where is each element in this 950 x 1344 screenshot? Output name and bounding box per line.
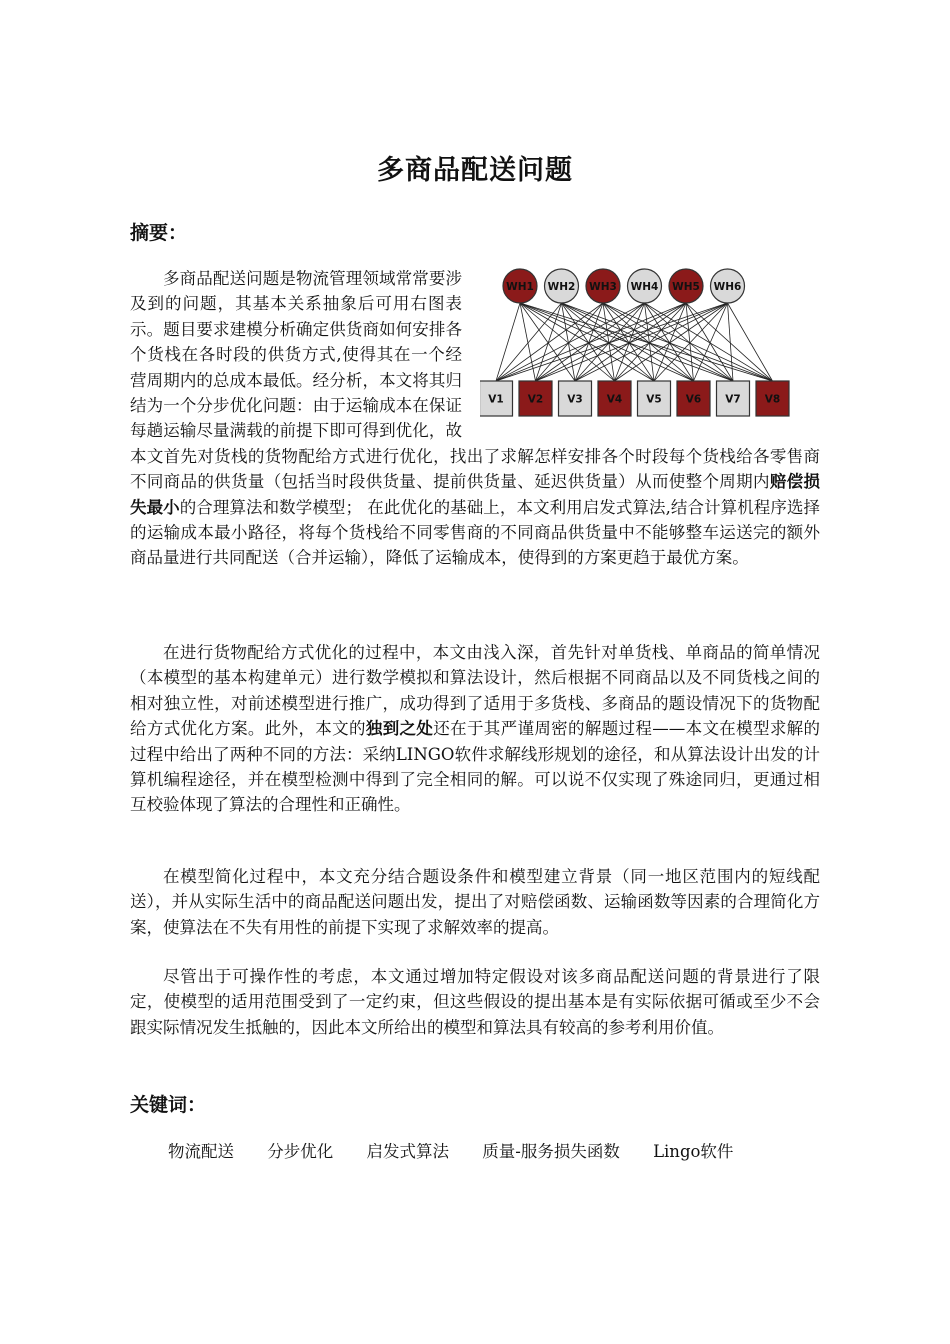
keywords-list bbox=[168, 1138, 761, 1162]
paper-title: 多商品配送问题 bbox=[377, 155, 573, 186]
abstract-paragraph-4 bbox=[130, 964, 820, 1040]
vendor-label: V7 bbox=[725, 393, 741, 406]
abstract-body bbox=[130, 266, 820, 571]
vendor-label: V8 bbox=[764, 393, 781, 406]
connection-line bbox=[520, 303, 615, 381]
vendor-label: V3 bbox=[567, 393, 583, 406]
vendor-label: V2 bbox=[527, 393, 544, 406]
abstract-paragraph-1 bbox=[130, 266, 820, 571]
vendor-node bbox=[677, 381, 710, 416]
vendor-node bbox=[638, 381, 671, 416]
para4-text: 尽管出于可操作性的考虑，本文通过增加特定假设对该多商品配送问题的背景进行了限定，使模型的适用范围受到了一定约束，但这些假设的提出基本是有实际依据可循或至少不会跟实际情况发生抵触的，因此本文所给出的模型和算法具有较高的参考利用价值。 bbox=[130, 967, 820, 1037]
diagram-nodes bbox=[480, 269, 789, 416]
para1-text-b: 的合理算法和数学模型； 在此优化的基础上，本文利用启发式算法,结合计算机程序选择的运输成本最小路径，将每个货栈给不同零售商的不同商品供货量中不能够整车运送完的额外商品量进行共同配送（合并运输），降低了运输成本，使得到的方案更趋于最优方案。 bbox=[130, 497, 821, 568]
warehouse-node bbox=[586, 269, 620, 303]
vendor-node bbox=[559, 381, 592, 416]
warehouse-label: WH5 bbox=[672, 281, 700, 293]
diagram-edges bbox=[496, 303, 773, 381]
keyword-item: Lingo软件 bbox=[653, 1142, 734, 1161]
warehouse-node bbox=[545, 269, 579, 303]
warehouse-node bbox=[669, 269, 703, 303]
para1-text-a: 多商品配送问题是物流管理领域常常要涉及到的问题，其基本关系抽象后可用右图表示。题目要求建模分析确定供货商如何安排各个货栈在各时段的供货方式,使得其在一个经营周期内的总成本最低。经分析，本文将其归结为一个分步优化问题：由于运输成本在保证每趟运输尽量满载的前提下即可得到优化，故本文首先对货栈的货物配给方式进行优化，找出了求解怎样安排各个时段每个货栈给各零售商不同商品的供货量（包括当时段供货量、提前供货量、延迟供货量）从而使整个周期内 bbox=[130, 269, 820, 492]
connection-line bbox=[496, 303, 520, 381]
keyword-item: 分步优化 bbox=[267, 1142, 334, 1161]
connection-line bbox=[603, 303, 694, 381]
vendor-node bbox=[598, 381, 631, 416]
abstract-paragraph-2 bbox=[130, 640, 820, 818]
connection-line bbox=[520, 303, 536, 381]
vendor-label: V6 bbox=[685, 393, 702, 406]
warehouse-label: WH4 bbox=[630, 281, 659, 293]
warehouse-node bbox=[503, 269, 537, 303]
connection-line bbox=[615, 303, 687, 381]
para2-text-b: 还在于其严谨周密的解题过程——本文在模型求解的过程中给出了两种不同的方法：采纳LINGO软件求解线形规划的途径，和从算法设计出发的计算机编程途径，并在模型检测中得到了完全相同的解。可以说不仅实现了殊途同归，更通过相互校验体现了算法的合理性和正确性。 bbox=[130, 719, 821, 815]
warehouse-label: WH1 bbox=[506, 281, 534, 293]
warehouse-label: WH2 bbox=[547, 281, 576, 293]
warehouse-node bbox=[628, 269, 662, 303]
vendor-node bbox=[519, 381, 552, 416]
vendor-label: V5 bbox=[646, 393, 662, 406]
keywords-heading: 关键词： bbox=[130, 1094, 207, 1116]
warehouse-node bbox=[711, 269, 745, 303]
para2-text-a: 在进行货物配给方式优化的过程中，本文由浅入深，首先针对单货栈、单商品的简单情况（本模型的基本构建单元）进行数学模拟和算法设计，然后根据不同商品以及不同货栈之间的相对独立性，对前述模型进行推广，成功得到了适用于多货栈、多商品的题设情况下的货物配给方式优化方案。此外，本文的 bbox=[130, 643, 820, 739]
abstract-paragraph-3 bbox=[130, 864, 820, 940]
connection-line bbox=[496, 303, 645, 381]
vendor-node bbox=[480, 381, 513, 416]
keyword-item: 物流配送 bbox=[168, 1142, 234, 1161]
para1-bold: 赔偿损失最小 bbox=[130, 472, 821, 517]
connection-line bbox=[728, 303, 734, 381]
connection-line bbox=[575, 303, 728, 381]
network-diagram bbox=[480, 266, 820, 436]
para2-bold: 独到之处 bbox=[365, 719, 434, 739]
vendor-node bbox=[756, 381, 789, 416]
keyword-item: 质量-服务损失函数 bbox=[482, 1142, 620, 1161]
vendor-label: V4 bbox=[606, 393, 623, 406]
abstract-heading: 摘要： bbox=[130, 222, 188, 244]
vendor-node bbox=[717, 381, 750, 416]
warehouse-label: WH3 bbox=[589, 281, 617, 293]
vendor-label: V1 bbox=[488, 393, 504, 406]
para3-text: 在模型简化过程中，本文充分结合题设条件和模型建立背景（同一地区范围内的短线配送），并从实际生活中的商品配送问题出发，提出了对赔偿函数、运输函数等因素的合理简化方案，使算法在不失有用性的前提下实现了求解效率的提高。 bbox=[130, 867, 820, 937]
connection-line bbox=[575, 303, 603, 381]
connection-line bbox=[654, 303, 728, 381]
warehouse-label: WH6 bbox=[713, 281, 742, 293]
keyword-item: 启发式算法 bbox=[366, 1142, 449, 1161]
